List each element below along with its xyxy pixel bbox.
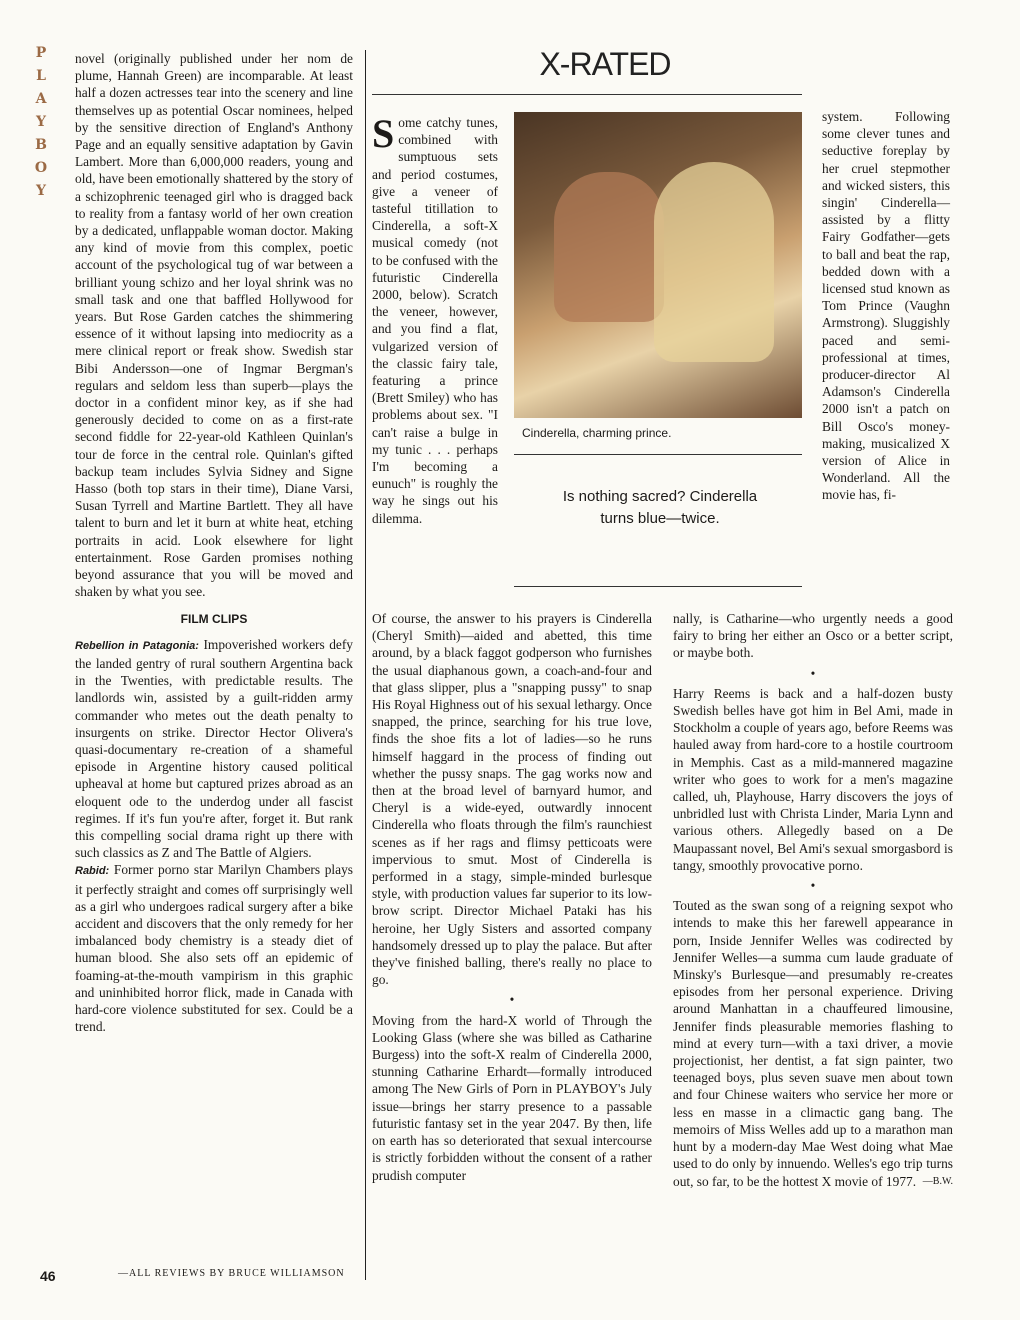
column-1 — [75, 50, 353, 1035]
rail-letter: P — [35, 45, 47, 61]
bullet-separator: • — [810, 665, 816, 681]
review-text: Of course, the answer to his prayers is Cinderella (Cheryl Smith)—aided and abetted, this time around, by a black faggot godperson who furnishes the usual diaphanous gown, a coach-and-four and that glass slipper, plus a "snapping pussy" to snap His Royal Highness out of his sexual lethargy. Once snapped, the prince, searching for his true love, finds the shoe fits a lot of ladies—so he runs himself haggard in the process of finding out whether the pussy snaps. The gag works now and then at the broad level of barnyard humor, and Cheryl is a wide-eyed, outwardly innocent Cinderella who floats through the film's raunchiest scenes as if her rags and flimsy petticoats were impervious to smut. Most of Cinderella is performed in a stagy, simple-minded burlesque style, with production values far superior to its low-brow script. Director Michael Pataki has his heroine, her Ugly Sisters and assorted company handsomely dressed up to play the palace. But after they've finished balling, there's really no place to go. — [372, 611, 652, 988]
clip-title: Rebellion in Patagonia: — [75, 639, 199, 652]
review-text: novel (originally published under her nom de plume, Hannah Green) are incomparable. At least half a dozen actresses tear into the scenery and line themselves up as potential Oscar nominees, helped by the sensitive direction of England's Anthony Page and an equally sensitive adaptation by Gavin Lambert. More than 6,000,000 readers, young and old, have been emotionally shattered by the story of a schizophrenic teenaged girl who is dragged back to reality from a fantasy world of her own creation by a dedicated, unflappable woman doctor. Making any kind of movie from this complex, poetic account of the psychological tug of war between a brilliant young schizo and her loyal shrink was no small task and one that baffled Hollywood for years. But Rose Garden catches the shimmering essence of it without lapsing into mediocrity as a mere clinical report or freak show. Swedish star Bibi Andersson—one of Ingmar Bergman's regulars and seldom less than superb—plays the doctor in a confident minor key, as if she had generously decided to come on as a first-rate second fiddle for 22-year-old Kathleen Quinlan's tour de force in the central role. Quinlan's gifted backup team includes Sylvia Sidney and Signe Hasso (both top stars in their time), Diane Varsi, Susan Tyrrell and Martine Bartlett. They all have talent to burn and let it burn at white heat, etching portraits in acid. Look elsewhere for light entertainment. Rose Garden promises nothing beyond assurance that you will be moved and shaken by what you see. — [75, 51, 353, 600]
bullet-separator: • — [509, 992, 515, 1008]
column-2-top — [372, 111, 498, 527]
magazine-rail — [30, 42, 52, 203]
column-divider — [365, 50, 366, 1280]
review-body: Touted as the swan song of a reigning sexpot who intends to make this her farewell appearance in porn, Inside Jennifer Welles was codirected by Jennifer Welles—a summa cum laude graduate of Minsky's Burlesque—and presumably re-creates episodes from her personal experience. Driving around Manhattan in a chauffeured limousine, Jennifer finds pleasurable memories flashing to mind at every turn—with a taxi driver, a movie projectionist, her dentist, a fat sign painter, two teenaged boys, plus seven suave men about town and four Chinese waiters who service her more or less en masse in a climactic gang bang. The memoirs of Miss Welles add up to a marathon man hunt by a modern-day Mae West doing what Mae used to do only by innuendo. Welles's ego trip turns out, so far, to be the hottest X movie of 1977. — [673, 898, 953, 1189]
column-3-top — [822, 108, 950, 504]
clip-title: Rabid: — [75, 865, 110, 878]
rail-letter: O — [34, 160, 48, 176]
reviewer-initials: —B.W. — [922, 1175, 953, 1187]
drop-cap: S — [372, 111, 395, 156]
rail-letter: B — [35, 137, 47, 153]
pull-quote: Is nothing sacred? Cinderella turns blue—twice. — [562, 488, 758, 527]
page-number: 46 — [40, 1268, 56, 1284]
photo-figure-prince — [554, 172, 664, 322]
film-clips-heading: FILM CLIPS — [180, 611, 248, 626]
clip-body: Former porno star Marilyn Chambers plays it perfectly straight and comes off surprisingly well as a girl who undergoes radical surgery after a bike accident and discovers that the only remedy for her imbalanced body chemistry is a steady diet of human blood. She also sets off an epidemic of foaming-at-the-mouth vampirism in this graphic and uninhibited horror flick, made in Canada with hard-core violence substituted for sex. Could be a trend. — [75, 862, 353, 1035]
pull-quote-rule-top — [514, 454, 802, 455]
rail-letter: L — [36, 68, 46, 84]
review-text: Harry Reems is back and a half-dozen busty Swedish belles have got him in Bel Ami, made in Stockholm a couple of years ago, before Reems was hauled away from hard-core to a hostile courtroom in Memphis. Cast as a mild-mannered magazine writer who goes to work for a men's magazine called, uh, Playhouse, Harry discovers the joys of unbridled lust with Christa Linder, Maria Lynn and various others. Allegedly based on a De Maupassant novel, Bel Ami's sexual smorgasbord is tangy, smoothly provocative porno. — [673, 685, 954, 873]
clip-body: Impoverished workers defy the landed gentry of rural southern Argentina back in the Twenties, with predictable results. The landlords win, assisted by a guilt-ridden army commander who metes out the death penalty to insurgents on strike. Director Hector Olivera's quasi-documentary re-creation of a shameful episode in Argentine history caused political upheaval at home but captured prizes abroad as an eloquent ode to the underdog under all fascist regimes. If it's fun you're after, forget it. But rank this compelling social drama right up there with such classics as Z and The Battle of Algiers. — [75, 636, 353, 861]
pull-quote-rule-bottom — [514, 586, 802, 587]
clip-rabid — [75, 861, 353, 1035]
bullet-separator: • — [810, 878, 816, 894]
column-2-bottom — [372, 610, 652, 1184]
rail-letter: Y — [36, 114, 46, 130]
review-text — [673, 897, 953, 1189]
header-rule — [372, 94, 802, 95]
review-text: nally, is Catharine—who urgently needs a good fairy to bring her either an Osco or a better script, or maybe both. — [673, 611, 953, 661]
photo-figure-cinderella — [654, 162, 774, 362]
byline: —ALL REVIEWS BY BRUCE WILLIAMSON — [118, 1268, 345, 1279]
photo-caption: Cinderella, charming prince. — [522, 426, 672, 440]
section-title: X-RATED — [539, 46, 671, 82]
rail-letter: A — [35, 91, 47, 107]
rail-letter: Y — [36, 183, 46, 199]
review-text: ome catchy tunes, combined with sumptuous sets and period costumes, give a veneer of tasteful titillation to Cinderella, a soft-X musical comedy (not to be confused with the futuristic Cinderella 2000, below). Scratch the veneer, however, and you find a flat, vulgarized version of the classic fairy tale, featuring a prince (Brett Smiley) who has problems about sex. "I can't raise a bulge in my tunic . . . perhaps I'm becoming a eunuch" is roughly the way he sings out his dilemma. — [372, 115, 498, 526]
column-3-bottom — [673, 610, 953, 1190]
review-text: system. Following some clever tunes and seductive foreplay by her cruel stepmother and wicked sisters, this singin' Cinderella—assisted by a flitty Fairy Godfather—gets to ball and beat the rap, bedded down with a licensed stud known as Tom Prince (Vaughn Armstrong). Sluggishly paced and semi-professional at times, producer-director Al Adamson's Cinderella 2000 isn't a patch on Bill Osco's money-making, musicalized X version of Alice in Wonderland. All the movie has, fi- — [822, 109, 950, 503]
review-text: Moving from the hard-X world of Through the Looking Glass (where she was billed as Catharine Burgess) into the soft-X realm of Cinderella 2000, stunning Catharine Erhardt—formally introduced among The New Girls of Porn in PLAYBOY's July issue—brings her starry presence to a passable futuristic fantasy set in the year 2047. By then, life on earth has so deteriorated that sexual intercourse is strictly forbidden without the consent of a rather prudish computer — [372, 1012, 652, 1183]
cinderella-photo — [514, 112, 802, 418]
clip-rebellion — [75, 636, 353, 862]
